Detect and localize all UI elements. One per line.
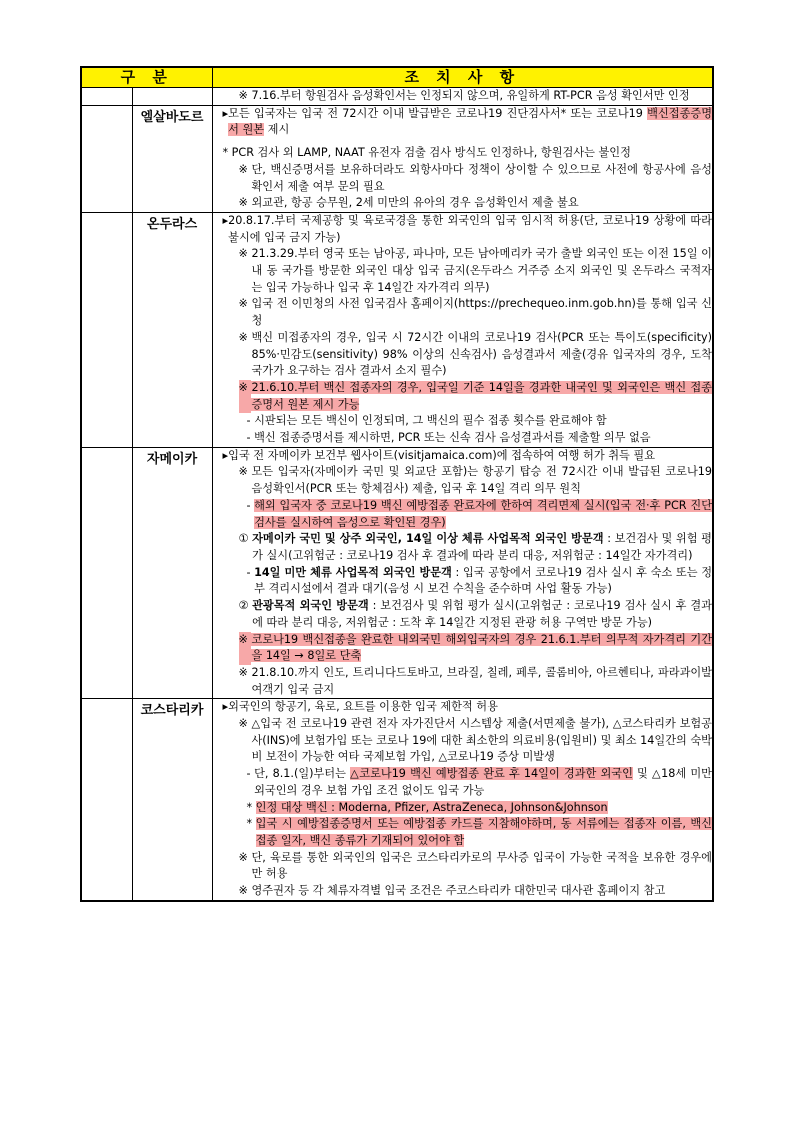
measure-item: [213, 598, 712, 631]
measure-text: [251, 162, 712, 195]
text-segment: : 보건검사 및 위험 평가 실시(고위험군 : 코로나19 검사 실시 후 결과에 따라 분리 대응, 저위험군 : 도착 후 14일간 지정된 관광 허용 구역만 방문 가능): [252, 599, 712, 629]
text-segment: 백신 접종증명서를 제시하면, PCR 또는 신속 검사 음성결과서를 제출할 의무 없음: [254, 431, 651, 445]
measure-item: [213, 464, 712, 497]
country-name: [132, 88, 212, 106]
text-segment: 영주권자 등 각 체류자격별 입국 조건은 주코스타리카 대한민국 대사관 홈페이지 참고: [251, 884, 666, 898]
measure-text: [251, 883, 712, 900]
bullet-marker: ②: [238, 599, 253, 613]
bullet-marker: -: [246, 431, 255, 445]
bullet-marker: ※: [238, 89, 252, 102]
bullet-marker: ▸: [222, 106, 229, 120]
bullet-marker: ※: [238, 884, 252, 898]
measure-item: [213, 632, 712, 665]
country-row-el-salvador: [81, 105, 713, 212]
measure-item: [213, 106, 712, 139]
text-segment: 입국 전 이민청의 사전 입국검사 홈페이지(https://prechequeo.inm.gob.hn)를 통해 입국 신청: [251, 297, 712, 328]
bullet-marker: -: [246, 498, 255, 512]
measure-text: [251, 380, 712, 413]
measure-item: [213, 430, 712, 447]
measure-text: [232, 145, 712, 162]
text-segment: PCR 검사 외 LAMP, NAAT 유전자 검출 검사 방식도 인정하나, 항원검사는 불인정: [231, 146, 631, 160]
text-segment: 및 △18세 미만 외국인의 경우 보험 가입 조건 없이도 입국 가능: [254, 767, 712, 797]
text-segment: 7.16.부터 항원검사 음성확인서는 인정되지 않으며, 유일하게 RT-PCR 음성 확인서만 인정: [251, 89, 690, 102]
blank-cell: [81, 105, 132, 212]
measure-item: [213, 699, 712, 716]
measure-text: [251, 296, 712, 329]
bullet-marker: -: [246, 767, 255, 781]
measure-item: [213, 448, 712, 465]
text-segment: 단, 육로를 통한 외국인의 입국은 코스타리카로의 무사증 입국이 가능한 국적을 보유한 경우에만 허용: [251, 850, 712, 881]
text-segment: 외교관, 항공 승무원, 2세 미만의 유아의 경우 음성확인서 제출 불요: [251, 196, 579, 210]
measure-text: [254, 413, 712, 430]
text-segment: : 보건검사 및 위험 평가 실시(고위험군 : 코로나19 검사 후 결과에 따라 분리 대응, 저위험군 : 14일간 자가격리): [252, 532, 712, 562]
text-segment: 입국 전 자메이카 보건부 웹사이트(visitjamaica.com)에 접속하여 여행 허가 취득 필요: [228, 448, 656, 462]
measure-item: [213, 413, 712, 430]
bullet-marker: ▸: [222, 700, 229, 714]
country-name: 엘살바도르: [132, 105, 212, 212]
bullet-marker: ▸: [222, 448, 229, 462]
header-measures: 조 치 사 항: [212, 67, 713, 88]
measure-item: [213, 195, 712, 212]
text-segment: 단, 8.1.(일)부터는: [254, 767, 351, 781]
highlighted-text: 해외 입국자 중 코로나19 백신 예방접종 완료자에 한하여 격리면제 실시(입국 전·후 PCR 진단검사를 실시하여 음성으로 확인된 경우): [254, 498, 712, 529]
measure-text: [251, 246, 712, 296]
bullet-marker: *: [222, 146, 232, 160]
measure-text: [251, 88, 712, 105]
bullet-marker: ※: [238, 196, 252, 210]
measure-item: [213, 531, 712, 564]
blank-cell: [81, 447, 132, 699]
measure-item: [213, 296, 712, 329]
table-header-row: [81, 67, 713, 88]
measure-text: [254, 498, 712, 531]
bold-text: 관광목적 외국인 방문객: [252, 599, 369, 613]
text-segment: 외국인의 항공기, 육로, 요트를 이용한 입국 제한적 허용: [228, 700, 498, 714]
bullet-marker: ※: [238, 330, 252, 344]
measure-item: [213, 665, 712, 698]
bullet-marker: ▸: [222, 213, 229, 227]
country-row-continued: [81, 88, 713, 106]
measure-item: [213, 816, 712, 849]
bullet-marker: -: [246, 414, 255, 428]
measure-item: [213, 145, 712, 162]
country-name: 코스타리카: [132, 699, 212, 901]
bullet-marker: ※: [238, 465, 252, 479]
blank-cell: [81, 699, 132, 901]
measure-text: [254, 565, 712, 598]
measures-cell: [212, 699, 713, 901]
measure-text: [228, 699, 712, 716]
measure-item: [213, 716, 712, 766]
bullet-marker: ※: [238, 665, 252, 679]
measure-text: [251, 330, 712, 380]
measure-text: [256, 800, 712, 817]
measure-text: [252, 598, 712, 631]
measure-item: [213, 213, 712, 246]
text-segment: △입국 전 코로나19 관련 전자 자가진단서 시스템상 제출(서면제출 불가), △코스타리카 보험공사(INS)에 보험가입 또는 코로나 19에 대한 최소한의 의료비용(입원비) 및 최소 14일간의 숙박비 보전이 가능한 여타 국제보험 가입, △코로나19 증상 미발생: [251, 717, 712, 764]
measure-item: [213, 850, 712, 883]
text-segment: : 입국 공항에서 코로나19 검사 실시 후 숙소 또는 정부 격리시설에서 결과 대기(음성 시 보건 수칙을 준수하며 사업 활동 가능): [254, 565, 712, 596]
measure-item: [213, 330, 712, 380]
highlighted-text: 21.6.10.부터 백신 접종자의 경우, 입국일 기준 14일을 경과한 내국인 및 외국인은 백신 접종증명서 원본 제시 가능: [251, 380, 712, 411]
bullet-marker: ※: [238, 850, 252, 864]
measure-text: [254, 766, 712, 799]
measure-text: [256, 816, 712, 849]
measure-text: [228, 213, 712, 246]
text-segment: 백신 미접종자의 경우, 입국 시 72시간 이내의 코로나19 검사(PCR 또는 특이도(specificity) 85%·민감도(sensitivity) 98% 이상의 신속검사) 음성결과서 제출(경유 입국자의 경우, 도착 국가가 요구하는 검사 결과서 소지 필수): [251, 330, 712, 378]
country-row-honduras: [81, 212, 713, 447]
measure-item: [213, 800, 712, 817]
text-segment: 21.3.29.부터 영국 또는 남아공, 파나마, 모든 남아메리카 국가 출발 외국인 또는 이전 15일 이내 동 국가를 방문한 외국인 대상 입국 금지(온두라스 거주증 소지 외국인 및 온두라스 국적자는 입국 가능하나 입국 후 14일간 자가격리 의무): [251, 247, 712, 294]
measure-text: [251, 716, 712, 766]
measure-text: [251, 850, 712, 883]
bullet-marker: ※: [239, 632, 252, 665]
measure-item: [213, 766, 712, 799]
measure-text: [251, 665, 712, 698]
measure-text: [251, 632, 712, 665]
highlighted-text: 인정 대상 백신 : Moderna, Pfizer, AstraZeneca, Johnson&Johnson: [255, 800, 608, 814]
bold-text: 14일 미만 체류 사업목적 외국인 방문객: [254, 565, 452, 579]
bullet-marker: ※: [238, 297, 252, 311]
measures-cell: [212, 105, 713, 212]
bullet-marker: -: [246, 565, 255, 579]
text-segment: 모든 입국자(자메이카 국민 및 외교단 포함)는 항공기 탑승 전 72시간 이내 발급된 코로나19 음성확인서(PCR 또는 항체검사) 제출, 입국 후 14일 격리 의무 원칙: [251, 465, 712, 496]
measure-item: [213, 246, 712, 296]
measure-text: [228, 448, 712, 465]
measures-cell: [212, 88, 713, 106]
measure-item: [213, 380, 712, 413]
measure-text: [254, 430, 712, 447]
bold-text: 자메이카 국민 및 상주 외국인, 14일 이상 체류 사업목적 외국인 방문객: [252, 532, 604, 546]
country-name: 온두라스: [132, 212, 212, 447]
measure-item: [213, 565, 712, 598]
measure-item: [213, 162, 712, 195]
text-segment: 단, 백신증명서를 보유하더라도 외항사마다 정책이 상이할 수 있으므로 사전에 항공사에 음성확인서 제출 여부 문의 필요: [251, 162, 712, 193]
measure-text: [251, 464, 712, 497]
text-segment: 20.8.17.부터 국제공항 및 육로국경을 통한 외국인의 입국 임시적 허용(단, 코로나19 상황에 따라 불시에 입국 금지 가능): [228, 213, 712, 244]
measures-cell: [212, 212, 713, 447]
bullet-marker: ※: [239, 380, 252, 413]
highlighted-text: 코로나19 백신접종을 완료한 내외국민 해외입국자의 경우 21.6.1.부터 의무적 자가격리 기간을 14일 → 8일로 단축: [251, 632, 712, 663]
country-row-costa-rica: [81, 699, 713, 901]
text-segment: 모든 입국자는 입국 전 72시간 이내 발급받은 코로나19 진단검사서* 또는 코로나19: [228, 106, 648, 120]
text-segment: 시판되는 모든 백신이 인정되며, 그 백신의 필수 접종 횟수를 완료해야 함: [254, 414, 607, 428]
measure-item: [213, 883, 712, 900]
text-segment: 제시: [264, 123, 290, 137]
bullet-marker: ※: [238, 247, 252, 261]
bullet-marker: *: [246, 800, 256, 814]
highlighted-text: △코로나19 백신 예방접종 완료 후 14일이 경과한 외국인: [350, 767, 633, 781]
measure-item: [213, 88, 712, 105]
country-name: 자메이카: [132, 447, 212, 699]
measures-cell: [212, 447, 713, 699]
measure-text: [228, 106, 712, 139]
bullet-marker: ①: [238, 532, 253, 546]
highlighted-text: 입국 시 예방접종증명서 또는 예방접종 카드를 지참해야하며, 동 서류에는 접종자 이름, 백신 접종 일자, 백신 종류가 기재되어 있어야 함: [255, 817, 712, 847]
blank-cell: [81, 212, 132, 447]
text-segment: 21.8.10.까지 인도, 트리니다드토바고, 브라질, 칠레, 페루, 콜롬비아, 아르헨티나, 파라과이발 여객기 입국 금지: [251, 665, 712, 696]
highlighted-text: 백신접종증명서 원본: [228, 106, 712, 137]
bullet-marker: *: [246, 817, 256, 831]
measure-text: [251, 195, 712, 212]
measure-text: [252, 531, 712, 564]
bullet-marker: ※: [238, 717, 252, 731]
measure-item: [213, 498, 712, 531]
header-category: 구 분: [81, 67, 212, 88]
bullet-marker: ※: [238, 162, 252, 176]
country-row-jamaica: [81, 447, 713, 699]
blank-cell: [81, 88, 132, 106]
measures-table: [80, 66, 714, 902]
